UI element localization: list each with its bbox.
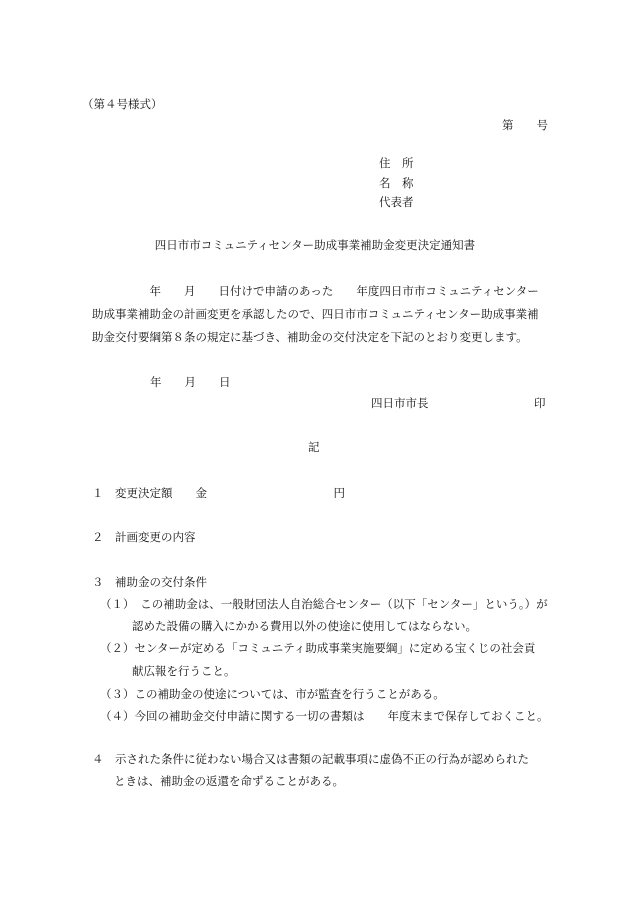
condition-1-cont: 認めた設備の購入にかかる費用以外の使途に使用してはならない。 bbox=[132, 619, 477, 633]
item-4: ４ 示された条件に従わない場合又は書類の記載事項に虚偽不正の行為が認められた bbox=[92, 752, 529, 766]
body-line: 助成事業補助金の計画変更を承認したので、四日市市コミュニティセンター助成事業補 bbox=[92, 307, 539, 321]
item-3: ３ 補助金の交付条件 bbox=[92, 575, 207, 589]
ki-label: 記 bbox=[308, 440, 320, 454]
document-title: 四日市市コミュニティセンター助成事業補助金変更決定通知書 bbox=[154, 238, 476, 252]
addressee-address: 住 所 bbox=[379, 156, 414, 170]
document-number: 第 号 bbox=[502, 118, 548, 132]
issuer: 四日市市長 bbox=[371, 396, 429, 410]
seal: 印 bbox=[534, 396, 546, 410]
item-4-cont: ときは、補助金の返還を命ずることがある。 bbox=[114, 774, 344, 788]
body-line: 助金交付要綱第８条の規定に基づき、補助金の交付決定を下記のとおり変更します。 bbox=[92, 330, 528, 344]
addressee-name: 名 称 bbox=[379, 176, 414, 190]
item-1: １ 変更決定額 金 円 bbox=[92, 486, 345, 500]
condition-4: （４）今回の補助金交付申請に関する一切の書類は 年度末まで保存しておくこと。 bbox=[100, 709, 549, 723]
condition-1: （１） この補助金は、一般財団法人自治総合センター（以下「センター」という。）が bbox=[100, 597, 548, 611]
body-line: 年 月 日付けで申請のあった 年度四日市市コミュニティセンター bbox=[92, 284, 539, 298]
condition-2-cont: 献広報を行うこと。 bbox=[132, 664, 236, 678]
condition-3: （３）この補助金の使途については、市が監査を行うことがある。 bbox=[100, 687, 445, 701]
form-label: （第４号様式） bbox=[82, 97, 163, 111]
condition-2: （２）センターが定める「コミュニティ助成事業実施要綱」に定める宝くじの社会貢 bbox=[100, 641, 536, 655]
item-2: ２ 計画変更の内容 bbox=[92, 530, 196, 544]
date-line: 年 月 日 bbox=[150, 375, 231, 389]
addressee-representative: 代表者 bbox=[379, 195, 414, 209]
